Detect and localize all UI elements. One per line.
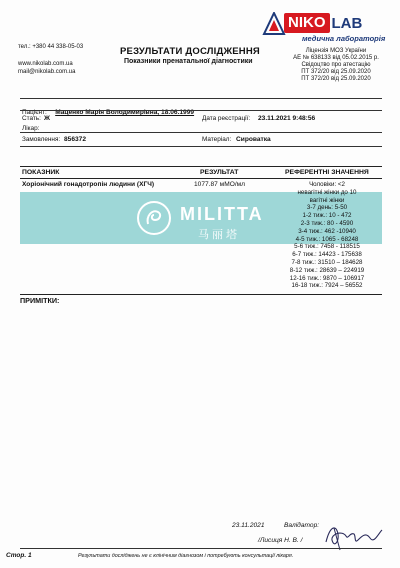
material-label: Матеріал: bbox=[202, 136, 232, 143]
row-indicator: Хоріонічний гонадотропін людини (ХГЧ) bbox=[22, 181, 155, 188]
watermark-brand-cn: 马丽塔 bbox=[198, 229, 240, 241]
lab-email: mail@nikolab.com.ua bbox=[18, 69, 76, 75]
reference-line: 16-18 тиж.: 7924 – 56552 bbox=[291, 282, 363, 290]
reference-line: 12-16 тиж.: 9870 – 106917 bbox=[289, 274, 365, 282]
disclaimer: Результати досліджень не є клінічним діагнозом і потребують консультації лікаря. bbox=[78, 553, 294, 559]
remarks-label: ПРИМІТКИ: bbox=[20, 296, 60, 305]
license-line: Ліцензія МОЗ України bbox=[305, 48, 367, 54]
col-header-result: РЕЗУЛЬТАТ bbox=[200, 169, 239, 176]
validator-name: /Лисиця Н. В. / bbox=[258, 537, 303, 544]
footer-date: 23.11.2021 bbox=[232, 522, 265, 529]
col-header-indicator: ПОКАЗНИК bbox=[22, 169, 60, 176]
row-result: 1077.87 мМО/мл bbox=[194, 181, 246, 188]
sex-value: Ж bbox=[44, 115, 50, 122]
license-line: ПТ 372/20 від 25.09.2020 bbox=[301, 76, 371, 82]
license-block bbox=[280, 48, 392, 83]
reference-line: 2-3 тиж.: 80 - 4590 bbox=[300, 219, 354, 227]
nikolab-logo bbox=[262, 12, 390, 48]
table-header-top-line bbox=[20, 166, 382, 167]
patient-name: Маценко Марія Володимирівна, 18.06.1999 bbox=[55, 109, 195, 116]
divider bbox=[20, 132, 382, 133]
reference-line: 3-7 день: 5-50 bbox=[306, 204, 348, 212]
registration-value: 23.11.2021 9:48:56 bbox=[258, 115, 316, 122]
patient-label: Пацієнт: bbox=[22, 109, 47, 116]
report-subtitle: Показники пренатальної діагностики bbox=[124, 58, 253, 65]
table-bottom-line bbox=[20, 294, 382, 295]
sex-label: Стать: bbox=[22, 115, 41, 122]
doctor-label: Лікар: bbox=[22, 125, 40, 132]
reference-line: Чоловіки: <2 bbox=[309, 181, 345, 188]
lab-website: www.nikolab.com.ua bbox=[18, 61, 73, 67]
order-value: 856372 bbox=[64, 136, 87, 143]
col-header-reference: РЕФЕРЕНТНІ ЗНАЧЕННЯ bbox=[285, 169, 369, 176]
watermark-emblem-icon bbox=[136, 200, 172, 236]
logo-niko-text: NIKO bbox=[284, 13, 330, 33]
logo-emblem-icon bbox=[262, 12, 286, 36]
divider bbox=[20, 98, 382, 99]
lab-contacts bbox=[18, 61, 75, 77]
watermark-brand: MILITTA bbox=[180, 204, 264, 224]
lab-phone: тел.: +380 44 338-05-03 bbox=[18, 44, 84, 50]
table-header-bottom-line bbox=[20, 178, 382, 179]
reference-line: 7-8 тиж.: 31510 – 184628 bbox=[291, 258, 363, 266]
order-label: Замовлення: bbox=[22, 136, 61, 143]
divider bbox=[20, 110, 382, 111]
page-number: Стор. 1 bbox=[6, 552, 32, 559]
reference-line: 1-2 тиж.: 10 - 472 bbox=[302, 212, 352, 220]
license-line: АЕ № 638133 від 05.02.2015 р. bbox=[293, 55, 379, 61]
reference-line: 8-12 тиж.: 28639 – 224919 bbox=[289, 266, 365, 274]
logo-lab-text: LAB bbox=[331, 14, 363, 32]
reference-line: 6-7 тиж.: 14423 - 175638 bbox=[292, 251, 362, 259]
reference-values bbox=[267, 181, 387, 290]
divider bbox=[20, 146, 382, 147]
logo-subtitle: медична лабораторія bbox=[302, 34, 386, 43]
footer-line bbox=[20, 548, 382, 549]
material-value: Сироватка bbox=[236, 136, 271, 143]
reference-line: вагітні жінки bbox=[309, 196, 345, 204]
reference-line: 3-4 тиж.: 462 -10940 bbox=[298, 227, 356, 235]
license-line: Свідоцтво про атестацію bbox=[301, 62, 371, 68]
reference-line: невагітні жінки до 10 bbox=[297, 188, 357, 196]
reference-line: 5-6 тиж.: 7458 - 118515 bbox=[294, 243, 360, 251]
validator-label: Валідатор: bbox=[284, 522, 320, 529]
license-line: ПТ 372/20 від 25.09.2020 bbox=[301, 69, 371, 75]
registration-label: Дата реєстрації: bbox=[202, 115, 251, 122]
reference-line: 4-5 тиж.: 1065 - 68248 bbox=[295, 235, 359, 243]
report-title: РЕЗУЛЬТАТИ ДОСЛІДЖЕННЯ bbox=[120, 46, 260, 57]
